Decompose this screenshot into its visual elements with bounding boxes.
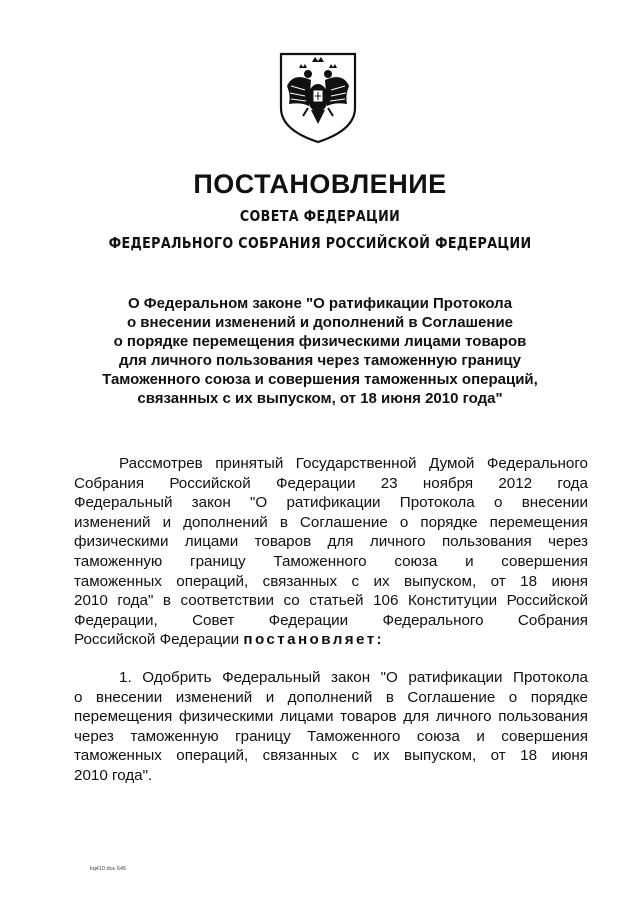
paragraph-line: 2010 года" в соответствии со статьей 106 Конституции Российской [74, 592, 588, 610]
paragraph-line: изменений и дополнений в Соглашение о порядке перемещения [74, 513, 588, 531]
paragraph-line: Федеральный закон "О ратификации Протокола о внесении [74, 494, 588, 512]
subject-line: о внесении изменений и дополнений в Соглашение [126, 314, 514, 331]
subject-line: связанных с их выпуском, от 18 июня 2010 года" [137, 390, 503, 407]
russian-coat-of-arms-icon [275, 46, 361, 146]
document-code: kq410.doc 645 [90, 866, 127, 872]
paragraph-line: Федерации, Совет Федерации Федерального Собрания [74, 611, 588, 629]
paragraph-line: перемещения физическими лицами товаров для личного пользования [74, 708, 588, 726]
paragraph-line-text: Российской Федерации [74, 631, 244, 649]
document-title: ПОСТАНОВЛЕНИЕ [193, 169, 447, 199]
paragraph-line: Собрания Российской Федерации 23 ноября 2012 года [74, 474, 588, 492]
paragraph-line: 2010 года". [74, 766, 153, 784]
paragraph-line [74, 630, 588, 650]
paragraph-line: Рассмотрев принятый Государственной Думой Федерального [119, 455, 588, 472]
body-paragraph-1 [74, 454, 588, 650]
resolves-word: постановляет: [243, 631, 384, 649]
subject-line: о порядке перемещения физическими лицами товаров [113, 333, 527, 350]
paragraph-line: 1. Одобрить Федеральный закон "О ратификации Протокола [119, 669, 588, 686]
issuer-line-1: СОВЕТА ФЕДЕРАЦИИ [239, 207, 401, 225]
issuer-line-2: ФЕДЕРАЛЬНОГО СОБРАНИЯ РОССИЙСКОЙ ФЕДЕРАЦИИ [108, 234, 532, 252]
paragraph-line: физическими лицами товаров для личного пользования через [74, 533, 588, 551]
document-subject [70, 294, 570, 408]
subject-line: для личного пользования через таможенную границу [119, 352, 521, 369]
subject-line: Таможенного союза и совершения таможенных операций, [102, 371, 538, 388]
paragraph-line: о внесении изменений и дополнений в Соглашение о порядке [74, 688, 588, 706]
paragraph-line: таможенных операций, связанных с их выпуском, от 18 июня [74, 747, 588, 765]
paragraph-line: таможенных операций, связанных с их выпуском, от 18 июня [74, 572, 588, 590]
paragraph-line: через таможенную границу Таможенного союза и совершения [74, 727, 588, 745]
paragraph-line: таможенную границу Таможенного союза и совершения [74, 552, 588, 570]
subject-line: О Федеральном законе "О ратификации Протокола [127, 295, 513, 312]
body-paragraph-2 [74, 668, 588, 786]
